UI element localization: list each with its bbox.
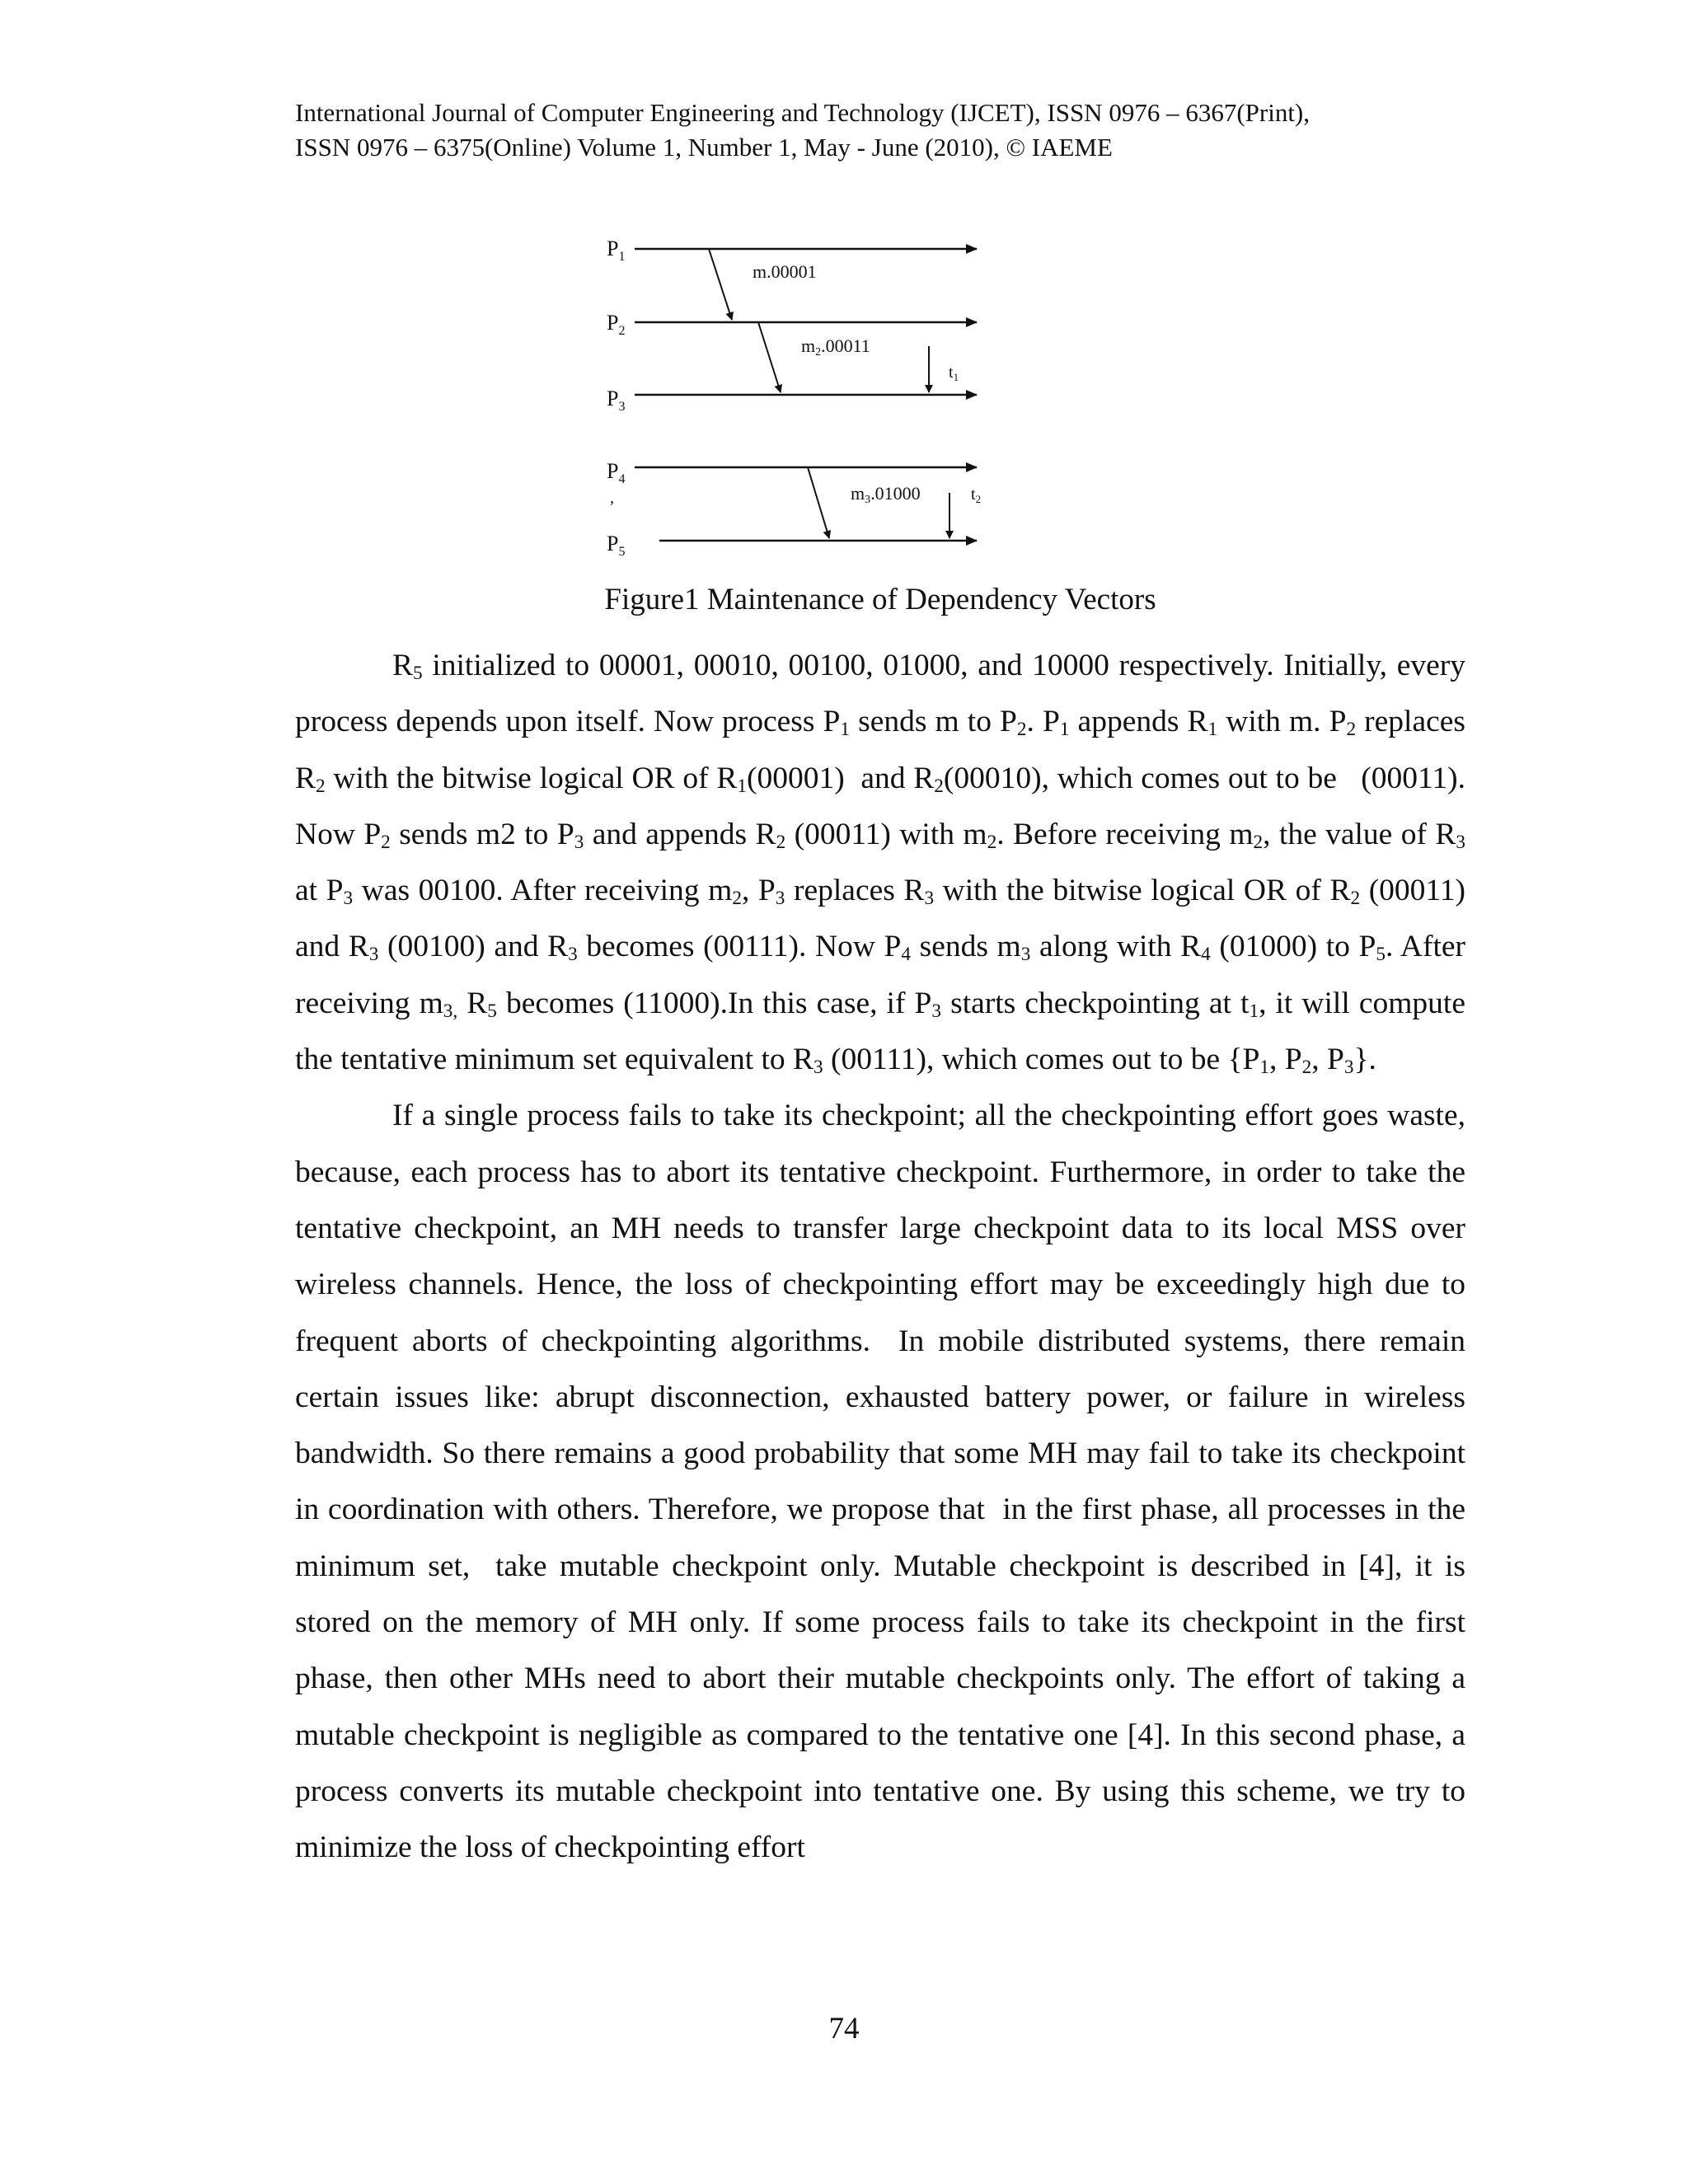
process-label-p5: $P_5$ [607, 532, 626, 559]
journal-header [295, 96, 1465, 165]
figure-caption: Figure1 Maintenance of Dependency Vectors [604, 583, 1156, 616]
paragraph-2: If a single process fails to take its checkpoint; all the checkpointing effort goes waste, because, each process has to abort its tentative checkpoint. Furthermore, in order to take the tentative checkpoint, an MH needs to transfer large checkpoint data to its local MSS over wireless channels. Hence, the loss of checkpointing effort may be exceedingly high due to frequent aborts of checkpointing algorithms. In mobile distributed systems, there remain certain issues like: abrupt disconnection, exhausted battery power, or failure in wireless bandwidth. So there remains a good probability that some MH may fail to take its checkpoint in coordination with others. Therefore, we propose that in the first phase, all processes in the minimum set, take mutable checkpoint only. Mutable checkpoint is described in [4], it is stored on the memory of MH only. If some process fails to take its checkpoint in the first phase, then other MHs need to abort their mutable checkpoints only. The effort of taking a mutable checkpoint is negligible as compared to the tentative one [4]. In this second phase, a process converts its mutable checkpoint into tentative one. By using this scheme, we try to minimize the loss of checkpointing effort [295, 1099, 1465, 1865]
stray-comma: , [610, 489, 614, 507]
time-label-t1: $t_1$ [949, 363, 959, 383]
body-text [295, 638, 1465, 1877]
figure-diagram [577, 231, 1039, 560]
process-label-p3: $P_3$ [607, 387, 626, 414]
dependency-vector-figure [577, 231, 1039, 560]
message-label-m2: m2.00011 [801, 335, 870, 359]
header-line-2: ISSN 0976 – 6375(Online) Volume 1, Number 1, May - June (2010), © IAEME [295, 133, 1113, 162]
process-label-p1: $P_1$ [607, 237, 626, 264]
message-label-m3: m3.01000 [851, 483, 921, 506]
message-arrow-m3 [808, 467, 829, 538]
page-number: 74 [828, 2012, 860, 2046]
message-arrow-m [709, 249, 732, 320]
header-line-1: International Journal of Computer Engineering and Technology (IJCET), ISSN 0976 – 6367(Print), [295, 98, 1311, 127]
time-label-t2: $t_2$ [971, 485, 982, 505]
process-label-p4: $P_4$ [607, 459, 626, 486]
message-label-m: m.00001 [753, 261, 817, 282]
paragraph-1: $R_5$ initialized to 00001, 00010, 00100, 01000, and 10000 respectively. Initially, every process depends upon itself. Now process $P_1$ sends m to $P_2$. $P_1$ appends $R_1$ with m. $P_2$ replaces $R_2$ with the bitwise logical OR of $R_1(00001)$ and $R_2(00010)$, which comes out to be (00011). Now $P_2$ sends m2 to $P_3$ and appends $R_2$ (00011) with $m_2$. Before receiving $m_2$, the value of $R_3$ at $P_3$ was 00100. After receiving $m_2$, $P_3$ replaces $R_3$ with the bitwise logical OR of $R_2$ (00011) and $R_3$ (00100) and $R_3$ becomes (00111). Now $P_4$ sends $m_3$ along with $R_4$ (01000) to $P_5$. After receiving $m_{3,}$ $R_5$ becomes (11000).In this case, if $P_3$ starts checkpointing at $t_1$, it will compute the tentative minimum set equivalent to $R_3$ (00111), which comes out to be {$P_1$, $P_2$, $P_3$}. [295, 649, 1466, 1079]
message-arrow-m2 [758, 322, 781, 392]
process-label-p2: $P_2$ [607, 311, 626, 338]
